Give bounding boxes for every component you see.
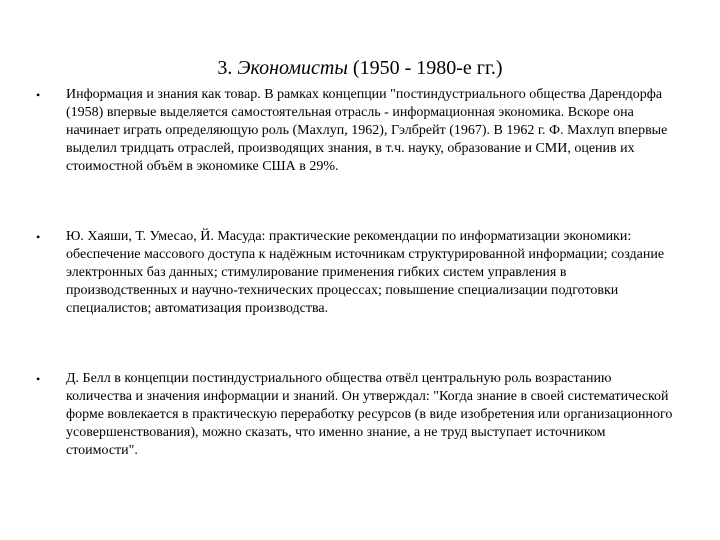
bullet-dot-icon: •: [36, 372, 41, 386]
bullet-dot-icon: •: [36, 88, 41, 102]
title-period: (1950 - 1980-е гг.): [347, 57, 503, 79]
slide-title: [0, 56, 720, 80]
bullet-text: Информация и знания как товар. В рамках концепции "постиндустриального общества Дарендорфа (1958) впервые выделяется самостоятельная отрасль - информационная экономика. Вскоре она начинает играть определяющую роль (Махлуп, 1962), Гэлбрейт (1967). В 1962 г. Ф. Махлуп впервые выделил тридцать отраслей, производящих знания, в т.ч. науку, образование и СМИ, оценив их стоимостной объём в экономике США в 29%.: [66, 87, 668, 174]
bullet-text: Ю. Хаяши, Т. Умесао, Й. Масуда: практические рекомендации по информатизации экономики: обеспечение массового доступа к надёжным источникам структурированной информации; создание электронных баз данных; стимулирование применения гибких систем управления в производственных и научно-технических процессах; повышение специализации подготовки специалистов; автоматизация производства.: [66, 229, 665, 316]
title-number: 3.: [217, 57, 238, 79]
bullet-text: Д. Белл в концепции постиндустриального общества отвёл центральную роль возрастанию количества и значения информации и знаний. Он утверждал: "Когда знание в своей систематической форме вовлекается в практическую переработку ресурсов (в виде изобретения или организационного усовершенствования), можно сказать, что именно знание, а не труд выступает источником стоимости".: [66, 371, 673, 458]
title-name: Экономисты: [237, 57, 348, 79]
bullet-dot-icon: •: [36, 230, 41, 244]
